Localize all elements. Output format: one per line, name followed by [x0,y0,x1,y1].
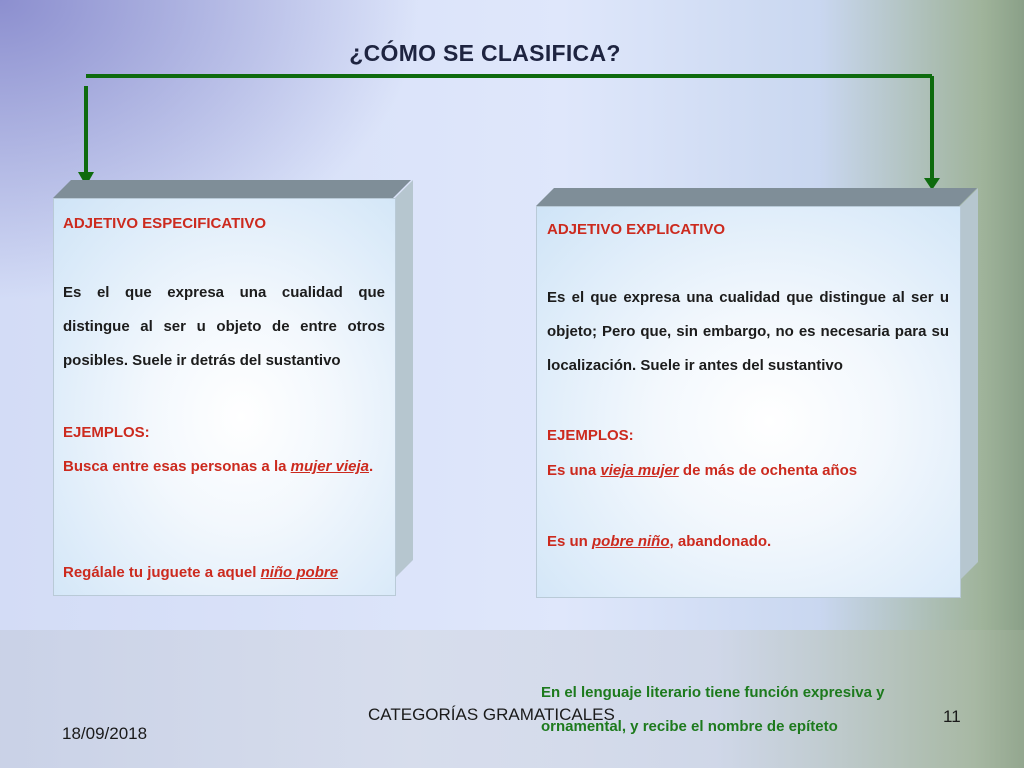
page-number: 11 [943,707,961,726]
right-examples-label: EJEMPLOS: [547,427,634,444]
right-definition: Es el que expresa una cualidad que distingue al ser u objeto; Pero que, sin embargo, no es necesaria para su localización. Suele ir antes del sustantivo [547,289,949,374]
left-example-2 [63,556,385,590]
left-box-top-face [53,180,411,198]
slide-title: ¿CÓMO SE CLASIFICA? [349,40,621,66]
right-example-1-text: Es una [547,462,601,479]
left-box-front [53,198,396,596]
left-box [53,180,413,596]
right-box-top-face [536,188,977,206]
right-example-2-end: , abandonado. [669,533,772,550]
connector-arrows [0,0,1024,200]
left-example-1-end: . [369,458,374,475]
right-example-1 [547,454,949,488]
footer-date: 18/09/2018 [62,724,148,743]
left-examples-label: EJEMPLOS: [63,424,150,441]
left-heading: ADJETIVO ESPECIFICATIVO [63,215,267,232]
right-example-1-end: de más de ochenta años [678,462,858,479]
right-example-2-emphasis: pobre niño [592,533,670,550]
left-example-2-text: Regálale tu juguete a aquel [63,564,261,581]
left-example-1-text: Busca entre esas personas a la [63,458,291,475]
left-box-side-face [395,180,413,596]
right-box-side-face [960,188,978,598]
left-example-1 [63,450,385,484]
right-example-2 [547,525,949,559]
right-example-2-text: Es un [547,533,593,550]
left-example-2-emphasis: niño pobre [260,564,339,581]
right-heading: ADJETIVO EXPLICATIVO [547,221,726,238]
epithet-note: En el lenguaje literario tiene función expresiva y ornamental, y recibe el nombre de epíteto [541,684,885,735]
left-example-1-emphasis: mujer vieja [290,458,370,475]
left-definition: Es el que expresa una cualidad que distingue al ser u objeto de entre otros posibles. Suele ir detrás del sustantivo [63,284,385,369]
footer-title: CATEGORÍAS GRAMATICALES [368,705,615,724]
right-example-1-emphasis: vieja mujer [600,462,679,479]
